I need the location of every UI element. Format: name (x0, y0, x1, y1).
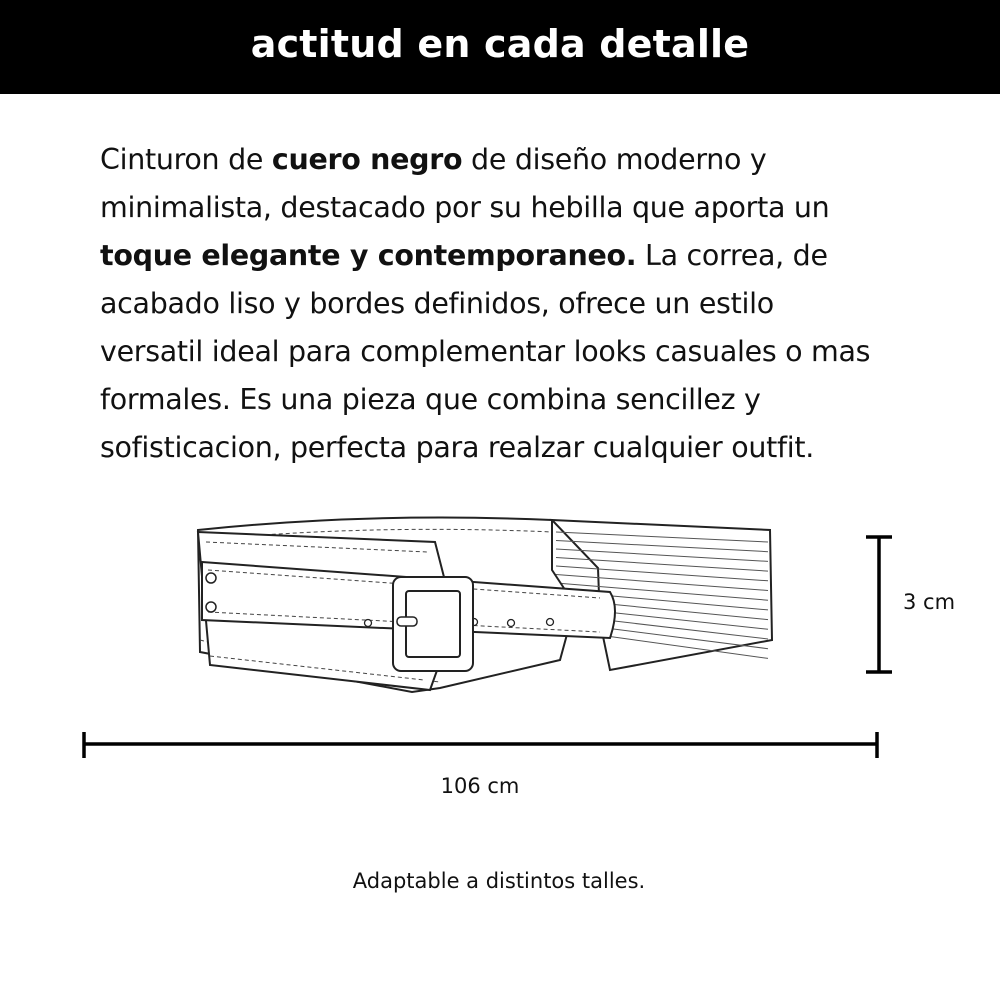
description-text: versatil ideal para complementar looks casuales o mas (100, 335, 871, 368)
description-text: formales. Es una pieza que combina sencillez y (100, 383, 761, 416)
description-line (100, 376, 980, 424)
page-title: actitud en cada detalle (250, 22, 750, 66)
product-description (100, 136, 980, 472)
description-bold-text: cuero negro (271, 143, 463, 176)
description-line (100, 136, 980, 184)
description-line (100, 280, 980, 328)
description-text: sofisticacion, perfecta para realzar cualquier outfit. (100, 431, 814, 464)
sizing-note: Adaptable a distintos talles. (352, 869, 646, 893)
description-line (100, 232, 980, 280)
description-text: La correa, de (636, 239, 828, 272)
description-line (100, 184, 980, 232)
description-bold-text: toque elegante y contemporaneo. (100, 239, 637, 272)
description-text: acabado liso y bordes definidos, ofrece un estilo (100, 287, 774, 320)
width-label: 106 cm (440, 774, 520, 798)
description-text: de diseño moderno y (462, 143, 767, 176)
belt-buckle (393, 577, 473, 671)
header-bar (0, 0, 1000, 94)
description-text: minimalista, destacado por su hebilla que aporta un (100, 191, 830, 224)
belt-illustration (180, 510, 780, 700)
description-line (100, 328, 980, 376)
description-text: Cinturon de (100, 143, 272, 176)
height-dimension-line (862, 535, 896, 677)
height-label: 3 cm (903, 590, 956, 614)
description-line (100, 424, 980, 472)
width-dimension-line (80, 730, 882, 760)
